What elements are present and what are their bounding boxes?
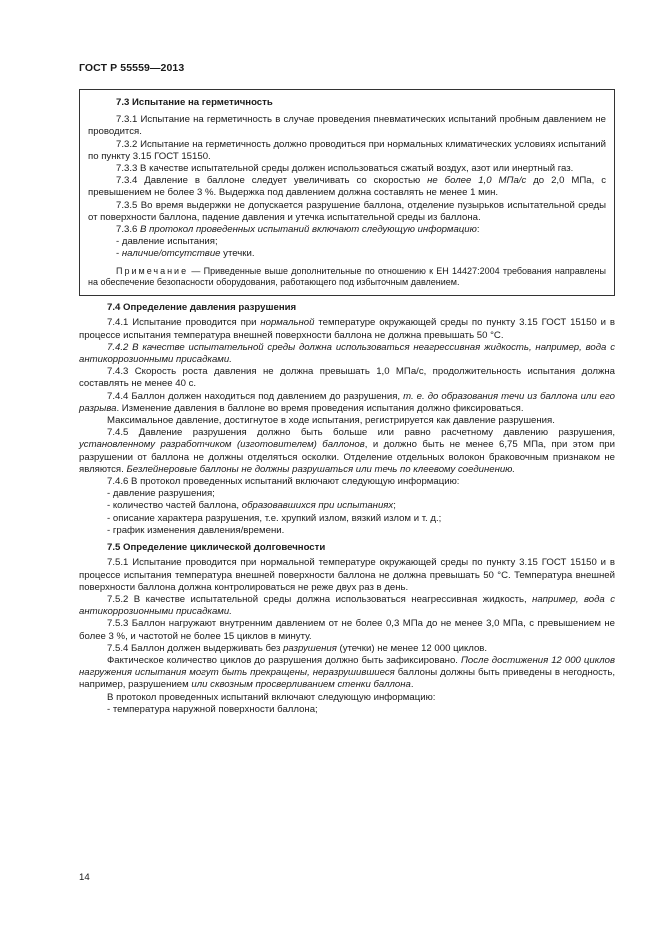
text-run: 7.3.4 Давление в баллоне следует увеличивать со скоростью: [116, 175, 428, 187]
list-item: - температура наружной поверхности баллона;: [107, 703, 318, 715]
paragraph-7-4-3: 7.4.3 Скорость роста давления не должна превышать 1,0 МПа/с, продолжительность испытания должна составлять не менее 40 с.: [79, 366, 615, 390]
text-run: -: [116, 248, 122, 260]
italic-run: 7.4.2 В качестве испытательной среды должна использоваться неагрессивная жидкость, например, вода с антикоррозионными присадками.: [79, 341, 615, 366]
italic-run: После достижения 12 000 циклов нагружения испытания могут быть прекращены, неразрушившиеся: [79, 654, 615, 679]
section-heading-7-4: 7.4 Определение давления разрушения: [107, 302, 297, 314]
italic-run: не более 1,0 МПа/с: [427, 175, 527, 187]
page-content: [79, 89, 615, 716]
page-number: 14: [79, 872, 90, 883]
paragraph-7-3-5: 7.3.5 Во время выдержки не допускается разрушение баллона, отделение пузырьков испытательной среды от поверхности баллона, падение давления и утечка испытательной среды из баллона.: [88, 199, 606, 223]
italic-run: Безлейнеровые баллоны не должны разрушаться или течь по клеевому соединению.: [126, 463, 516, 475]
text-run: 7.4.4 Баллон должен находиться под давлением до разрушения,: [107, 390, 404, 402]
italic-run: образовавшихся при испытаниях: [241, 500, 394, 512]
text-run: баллоны должны быть приведены в негодность, например, разрушением: [79, 667, 615, 691]
paragraph-7-3-6: [88, 224, 606, 236]
paragraph-7-3-2: 7.3.2 Испытание на герметичность должно проводиться при нормальных климатических условиях испытаний по пункту 3.15 ГОСТ 15150.: [88, 138, 606, 162]
paragraph-7-5-1: 7.5.1 Испытание проводится при нормальной температуре окружающей среды по пункту 3.15 ГОСТ 15150 и в процессе испытания температура внешней поверхности баллона не должна превышать 50 °С. Температура внешней поверхности баллона должна контролироваться не реже двух раз в день.: [79, 557, 615, 593]
italic-run: или сквозным просверливанием стенки баллона: [191, 679, 411, 691]
italic-run: нормальной: [260, 317, 315, 329]
italic-run: разрушения: [283, 642, 337, 654]
paragraph-7-4-5: [79, 427, 615, 476]
text-run: 7.5.2 В качестве испытательной среды должна использоваться неагрессивная жидкость,: [107, 593, 533, 605]
italic-run: установленному разработчиком (изготовителем) баллонов: [79, 439, 365, 451]
paragraph-7-4-1: [79, 317, 615, 341]
text-run: до 2,0 МПа, с превышением не более 3 %. Выдержка под давлением должна составлять не менее 1 мин.: [88, 175, 606, 199]
note-label: Примечание: [116, 265, 189, 276]
framed-section-7-3: [79, 89, 615, 296]
note-text: — Приведенные выше дополнительные по отношению к ЕН 14427:2004 требования направлены на обеспечение безопасности оборудования, работающего под избыточным давлением.: [88, 265, 606, 288]
text-run: 7.5.4 Баллон должен выдерживать без: [107, 642, 284, 654]
text-run: 7.4.1 Испытание проводится при: [107, 317, 261, 329]
paragraph-7-3-3: 7.3.3 В качестве испытательной среды должен использоваться сжатый воздух, азот или инертный газ.: [116, 163, 574, 175]
list-item: - давление испытания;: [116, 236, 218, 248]
paragraph-7-4-6: 7.4.6 В протокол проведенных испытаний включают следующую информацию:: [107, 476, 460, 488]
section-heading-7-3: 7.3 Испытание на герметичность: [116, 97, 273, 108]
text-run: .: [410, 679, 414, 691]
list-item: - описание характера разрушения, т.е. хрупкий излом, вязкий излом и т. д.;: [107, 512, 442, 524]
text-run: 7.3.6: [116, 224, 141, 236]
paragraph-7-5-2: [79, 594, 615, 618]
text-run: ;: [393, 500, 396, 512]
text-run: 7.4.5 Давление разрушения должно быть больше или равно расчетному давлению разрушения,: [107, 427, 615, 439]
italic-run: В протокол проведенных испытаний включают следующую информацию: [140, 224, 477, 236]
paragraph-7-4-4: [79, 391, 615, 415]
list-item: - давление разрушения;: [107, 488, 215, 500]
italic-run: например, вода с антикоррозионными присадками.: [79, 593, 615, 618]
paragraph-7-5-3: 7.5.3 Баллон нагружают внутренним давлением от не более 0,3 МПа до не менее 3,0 МПа, с превышением не более 3 %, и частотой не более 15 циклов в минуту.: [79, 618, 615, 642]
paragraph-protocol: В протокол проведенных испытаний включают следующую информацию:: [107, 691, 436, 703]
paragraph-max-pressure: Максимальное давление, достигнутое в ходе испытания, регистрируется как давление разрушения.: [107, 415, 555, 427]
text-run: (утечки) не менее 12 000 циклов.: [336, 642, 488, 654]
text-run: . Изменение давления в баллоне во время проведения испытания должно фиксироваться.: [116, 402, 524, 414]
italic-run: наличие/отсутствие: [121, 248, 221, 260]
note: [88, 266, 606, 290]
text-run: , и должно быть не менее 6,75 МПа, при этом при разрушении от баллона не должны отделяться осколки. Отделение отдельных волокон браковочным признаком не являются.: [79, 439, 615, 475]
paragraph-7-4-2: [79, 342, 615, 366]
text-run: :: [476, 224, 480, 236]
italic-run: т. е. до образования течи из баллона или его разрыва: [79, 390, 615, 414]
paragraph-7-3-1: 7.3.1 Испытание на герметичность в случае проведения пневматических испытаний пробным давлением не проводится.: [88, 114, 606, 138]
text-run: утечки.: [220, 248, 255, 260]
paragraph-7-5-4: [79, 643, 615, 655]
section-heading-7-5: 7.5 Определение циклической долговечности: [107, 542, 326, 554]
paragraph-cycle-count: [79, 655, 615, 692]
text-run: температуре окружающей среды по пункту 3.15 ГОСТ 15150 и в процессе испытания температура внешней поверхности баллона не должна превышать 50 °С.: [79, 317, 615, 341]
paragraph-7-3-4: [88, 175, 606, 199]
list-item: - график изменения давления/времени.: [107, 524, 285, 536]
document-header: ГОСТ Р 55559—2013: [79, 62, 185, 74]
list-item: [79, 500, 615, 512]
text-run: - количество частей баллона,: [107, 500, 242, 512]
text-run: Фактическое количество циклов до разрушения должно быть зафиксировано.: [107, 654, 461, 666]
list-item: [88, 248, 606, 260]
